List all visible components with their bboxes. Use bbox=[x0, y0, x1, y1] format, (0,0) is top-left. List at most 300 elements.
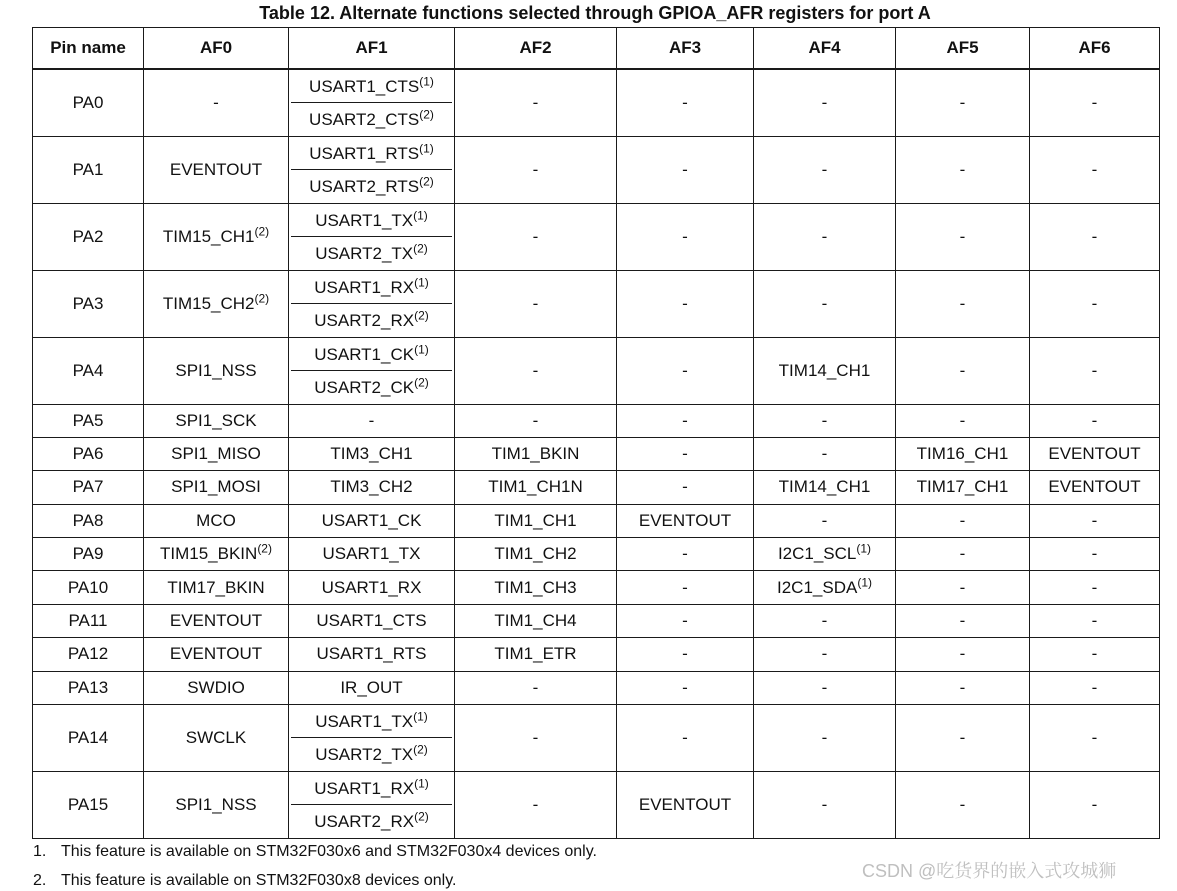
footnote-ref: (2) bbox=[414, 374, 429, 389]
af6-cell bbox=[1030, 136, 1160, 203]
footnote-ref: (2) bbox=[413, 240, 428, 255]
af3-cell bbox=[617, 136, 754, 203]
function-text: - bbox=[682, 410, 688, 430]
af6-cell bbox=[1030, 705, 1160, 772]
footnote-ref: (1) bbox=[413, 207, 428, 222]
table-row bbox=[33, 705, 1160, 772]
function-text: - bbox=[959, 677, 966, 697]
af1-function bbox=[291, 170, 452, 203]
af2-cell bbox=[455, 772, 617, 839]
af4-cell bbox=[754, 638, 896, 671]
af1-cell bbox=[289, 504, 455, 537]
af1-cell bbox=[289, 538, 455, 571]
footnote-ref: (1) bbox=[413, 709, 428, 724]
pin-name-cell: PA6 bbox=[33, 437, 144, 470]
function-text: - bbox=[532, 677, 539, 697]
af5-cell bbox=[896, 136, 1030, 203]
footnote-1 bbox=[33, 842, 597, 862]
function-text: - bbox=[1091, 293, 1098, 313]
function-text: SPI1_MISO bbox=[171, 444, 261, 464]
function-text: USART2_CK bbox=[314, 377, 415, 397]
function-text: - bbox=[682, 444, 688, 464]
function-text: SPI1_SCK bbox=[175, 410, 257, 430]
af0-cell bbox=[144, 270, 289, 337]
table-title: Table 12. Alternate functions selected through GPIOA_AFR registers for port A bbox=[259, 3, 931, 23]
function-text: - bbox=[1091, 159, 1098, 179]
function-text: - bbox=[682, 677, 688, 697]
af3-cell bbox=[617, 270, 754, 337]
function-text: - bbox=[1091, 644, 1098, 664]
function-text: - bbox=[682, 293, 688, 313]
af5-cell bbox=[896, 571, 1030, 604]
af1-split-cell bbox=[289, 69, 455, 137]
af1-split-cell bbox=[289, 136, 455, 203]
function-text: EVENTOUT bbox=[638, 510, 732, 530]
footnote-ref: (2) bbox=[254, 290, 270, 305]
af1-split-cell bbox=[289, 203, 455, 270]
function-text: - bbox=[959, 644, 966, 664]
function-text: - bbox=[1091, 577, 1098, 597]
af1-split-cell bbox=[289, 270, 455, 337]
function-text: SPI1_MOSI bbox=[171, 477, 261, 497]
pin-name-cell: PA0 bbox=[33, 69, 144, 137]
pin-name-cell: PA14 bbox=[33, 705, 144, 772]
function-text: USART1_CTS bbox=[309, 76, 420, 96]
footnote-ref: (1) bbox=[857, 575, 872, 590]
function-text: - bbox=[1091, 92, 1098, 112]
function-text: - bbox=[532, 293, 539, 313]
function-text: - bbox=[1091, 410, 1098, 430]
footnote-text: This feature is available on STM32F030x8 devices only. bbox=[61, 872, 457, 889]
table-row bbox=[33, 69, 1160, 137]
footnote-number: 2. bbox=[33, 872, 47, 889]
af5-cell bbox=[896, 671, 1030, 704]
pin-name-cell: PA11 bbox=[33, 604, 144, 637]
af5-cell bbox=[896, 404, 1030, 437]
table-row bbox=[33, 203, 1160, 270]
af1-cell bbox=[289, 404, 455, 437]
af0-cell bbox=[144, 437, 289, 470]
header-af6: AF6 bbox=[1030, 28, 1160, 69]
af3-cell bbox=[617, 538, 754, 571]
af2-cell bbox=[455, 471, 617, 504]
af5-cell bbox=[896, 270, 1030, 337]
af3-cell bbox=[617, 404, 754, 437]
function-text: - bbox=[821, 677, 828, 697]
function-text: TIM1_CH1 bbox=[494, 510, 577, 530]
function-text: - bbox=[1091, 226, 1098, 246]
function-text: I2C1_SDA bbox=[777, 577, 858, 597]
function-text: SWDIO bbox=[187, 677, 245, 697]
function-text: - bbox=[682, 544, 688, 564]
af4-cell bbox=[754, 136, 896, 203]
af1-function bbox=[291, 204, 452, 237]
af1-function bbox=[291, 137, 452, 170]
af1-function bbox=[291, 103, 452, 136]
footnote-ref: (2) bbox=[414, 809, 429, 824]
footnote-ref: (2) bbox=[254, 223, 270, 238]
table-row bbox=[33, 136, 1160, 203]
table-body bbox=[33, 69, 1160, 839]
af4-cell bbox=[754, 270, 896, 337]
af0-cell bbox=[144, 136, 289, 203]
table-row bbox=[33, 671, 1160, 704]
function-text: - bbox=[821, 444, 828, 464]
af4-cell bbox=[754, 705, 896, 772]
af6-cell bbox=[1030, 604, 1160, 637]
af1-cell bbox=[289, 671, 455, 704]
pin-name-cell: PA2 bbox=[33, 203, 144, 270]
af4-cell bbox=[754, 772, 896, 839]
af0-cell bbox=[144, 471, 289, 504]
footnote-ref: (2) bbox=[413, 742, 428, 757]
af4-cell bbox=[754, 538, 896, 571]
table-row bbox=[33, 604, 1160, 637]
af6-cell bbox=[1030, 538, 1160, 571]
function-text: - bbox=[532, 795, 539, 815]
function-text: - bbox=[1091, 611, 1098, 631]
function-text: USART2_CTS bbox=[309, 109, 420, 129]
function-text: - bbox=[821, 410, 828, 430]
af6-cell bbox=[1030, 571, 1160, 604]
af0-cell bbox=[144, 772, 289, 839]
af1-cell bbox=[289, 471, 455, 504]
function-text: MCO bbox=[196, 510, 236, 530]
af1-function bbox=[291, 271, 452, 304]
header-af0: AF0 bbox=[144, 28, 289, 69]
pin-name-cell: PA7 bbox=[33, 471, 144, 504]
function-text: - bbox=[959, 728, 966, 748]
af1-split-cell bbox=[289, 772, 455, 839]
af1-function bbox=[291, 237, 452, 270]
function-text: - bbox=[959, 293, 966, 313]
function-text: - bbox=[682, 728, 688, 748]
table-row bbox=[33, 638, 1160, 671]
af3-cell bbox=[617, 571, 754, 604]
af1-split-cell bbox=[289, 705, 455, 772]
function-text: - bbox=[368, 410, 375, 430]
af5-cell bbox=[896, 604, 1030, 637]
af3-cell bbox=[617, 705, 754, 772]
function-text: TIM1_CH3 bbox=[494, 577, 577, 597]
af5-cell bbox=[896, 504, 1030, 537]
function-text: - bbox=[821, 728, 828, 748]
header-af4: AF4 bbox=[754, 28, 896, 69]
af2-cell bbox=[455, 437, 617, 470]
af4-cell bbox=[754, 404, 896, 437]
af6-cell bbox=[1030, 69, 1160, 137]
function-text: TIM16_CH1 bbox=[916, 444, 1009, 464]
table-row bbox=[33, 504, 1160, 537]
af0-cell bbox=[144, 705, 289, 772]
table-row bbox=[33, 571, 1160, 604]
af2-cell bbox=[455, 638, 617, 671]
af0-cell bbox=[144, 538, 289, 571]
function-text: - bbox=[682, 577, 688, 597]
af5-cell bbox=[896, 337, 1030, 404]
af2-cell bbox=[455, 136, 617, 203]
function-text: - bbox=[532, 159, 539, 179]
af1-cell bbox=[289, 437, 455, 470]
af1-split-cell bbox=[289, 337, 455, 404]
af4-cell bbox=[754, 203, 896, 270]
function-text: USART1_RX bbox=[321, 577, 422, 597]
function-text: - bbox=[682, 92, 688, 112]
af2-cell bbox=[455, 337, 617, 404]
af2-cell bbox=[455, 705, 617, 772]
footnote-ref: (1) bbox=[419, 140, 434, 155]
af3-cell bbox=[617, 604, 754, 637]
function-text: TIM14_CH1 bbox=[778, 360, 871, 380]
function-text: - bbox=[959, 577, 966, 597]
function-text: USART1_CTS bbox=[316, 611, 427, 631]
function-text: TIM1_ETR bbox=[494, 644, 577, 664]
function-text: - bbox=[682, 226, 688, 246]
function-text: TIM17_BKIN bbox=[167, 577, 265, 597]
footnote-ref: (1) bbox=[414, 776, 429, 791]
af6-cell bbox=[1030, 671, 1160, 704]
function-text: USART1_RX bbox=[314, 277, 415, 297]
af2-cell bbox=[455, 538, 617, 571]
af2-cell bbox=[455, 270, 617, 337]
function-text: USART1_RTS bbox=[309, 143, 420, 163]
af6-cell bbox=[1030, 437, 1160, 470]
function-text: USART1_TX bbox=[322, 544, 421, 564]
function-text: SPI1_NSS bbox=[175, 795, 257, 815]
footnote-ref: (1) bbox=[414, 274, 429, 289]
af6-cell bbox=[1030, 203, 1160, 270]
af6-cell bbox=[1030, 638, 1160, 671]
function-text: - bbox=[821, 795, 828, 815]
footnote-ref: (2) bbox=[257, 541, 272, 556]
function-text: TIM15_CH1 bbox=[162, 226, 255, 246]
af3-cell bbox=[617, 69, 754, 137]
af4-cell bbox=[754, 571, 896, 604]
af1-function bbox=[291, 805, 452, 838]
function-text: - bbox=[532, 410, 539, 430]
function-text: - bbox=[532, 226, 539, 246]
af1-function bbox=[291, 738, 452, 771]
function-text: - bbox=[959, 795, 966, 815]
af5-cell bbox=[896, 203, 1030, 270]
af5-cell bbox=[896, 69, 1030, 137]
function-text: USART2_RX bbox=[314, 310, 415, 330]
function-text: - bbox=[1091, 544, 1098, 564]
af3-cell bbox=[617, 471, 754, 504]
af3-cell bbox=[617, 337, 754, 404]
af0-cell bbox=[144, 671, 289, 704]
af1-cell bbox=[289, 604, 455, 637]
af4-cell bbox=[754, 471, 896, 504]
function-text: - bbox=[1091, 728, 1098, 748]
function-text: - bbox=[959, 360, 966, 380]
table-row bbox=[33, 772, 1160, 839]
af2-cell bbox=[455, 69, 617, 137]
af0-cell bbox=[144, 638, 289, 671]
pin-name-cell: PA10 bbox=[33, 571, 144, 604]
function-text: TIM1_CH2 bbox=[494, 544, 577, 564]
af6-cell bbox=[1030, 504, 1160, 537]
af6-cell bbox=[1030, 404, 1160, 437]
function-text: TIM1_CH4 bbox=[494, 611, 577, 631]
af6-cell bbox=[1030, 270, 1160, 337]
footnote-ref: (2) bbox=[419, 106, 434, 121]
af1-cell bbox=[289, 571, 455, 604]
af3-cell bbox=[617, 671, 754, 704]
function-text: EVENTOUT bbox=[1048, 477, 1141, 497]
function-text: TIM1_BKIN bbox=[491, 444, 580, 464]
function-text: TIM3_CH2 bbox=[330, 477, 413, 497]
af2-cell bbox=[455, 604, 617, 637]
function-text: - bbox=[821, 293, 828, 313]
function-text: USART2_RX bbox=[314, 812, 415, 832]
function-text: - bbox=[959, 510, 966, 530]
header-af5: AF5 bbox=[896, 28, 1030, 69]
function-text: TIM15_BKIN bbox=[160, 544, 258, 564]
footnote-2 bbox=[33, 871, 456, 891]
af2-cell bbox=[455, 504, 617, 537]
af1-cell bbox=[289, 638, 455, 671]
function-text: EVENTOUT bbox=[169, 159, 263, 179]
af4-cell bbox=[754, 671, 896, 704]
function-text: - bbox=[821, 159, 828, 179]
footnote-text: This feature is available on STM32F030x6 and STM32F030x4 devices only. bbox=[61, 843, 597, 860]
function-text: USART1_CK bbox=[314, 344, 415, 364]
function-text: EVENTOUT bbox=[1048, 444, 1141, 464]
function-text: - bbox=[821, 92, 828, 112]
footnote-number: 1. bbox=[33, 843, 47, 860]
function-text: TIM15_CH2 bbox=[162, 293, 255, 313]
function-text: - bbox=[821, 226, 828, 246]
function-text: - bbox=[213, 92, 219, 112]
function-text: - bbox=[1091, 677, 1098, 697]
af5-cell bbox=[896, 705, 1030, 772]
function-text: - bbox=[1091, 360, 1098, 380]
table-row bbox=[33, 270, 1160, 337]
pin-name-cell: PA15 bbox=[33, 772, 144, 839]
pin-name-cell: PA8 bbox=[33, 504, 144, 537]
function-text: - bbox=[959, 410, 966, 430]
function-text: - bbox=[959, 159, 966, 179]
af3-cell bbox=[617, 772, 754, 839]
function-text: USART2_TX bbox=[315, 745, 414, 765]
af3-cell bbox=[617, 203, 754, 270]
af1-function bbox=[291, 338, 452, 371]
af6-cell bbox=[1030, 471, 1160, 504]
footnote-ref: (2) bbox=[414, 307, 429, 322]
af2-cell bbox=[455, 571, 617, 604]
af0-cell bbox=[144, 203, 289, 270]
table-row bbox=[33, 337, 1160, 404]
function-text: TIM14_CH1 bbox=[778, 477, 871, 497]
af1-function bbox=[291, 705, 452, 738]
table-row bbox=[33, 404, 1160, 437]
af0-cell bbox=[144, 337, 289, 404]
function-text: - bbox=[821, 510, 828, 530]
af2-cell bbox=[455, 404, 617, 437]
function-text: - bbox=[959, 92, 966, 112]
alternate-functions-table bbox=[32, 27, 1160, 839]
af3-cell bbox=[617, 437, 754, 470]
af5-cell bbox=[896, 437, 1030, 470]
function-text: - bbox=[821, 644, 828, 664]
function-text: - bbox=[821, 611, 828, 631]
pin-name-cell: PA12 bbox=[33, 638, 144, 671]
pin-name-cell: PA1 bbox=[33, 136, 144, 203]
header-row bbox=[33, 28, 1160, 69]
function-text: - bbox=[1091, 795, 1098, 815]
af1-function bbox=[291, 371, 452, 404]
pin-name-cell: PA4 bbox=[33, 337, 144, 404]
footnote-ref: (1) bbox=[856, 541, 872, 556]
function-text: - bbox=[682, 611, 688, 631]
function-text: EVENTOUT bbox=[169, 644, 263, 664]
footnote-ref: (1) bbox=[419, 73, 434, 88]
function-text: TIM1_CH1N bbox=[488, 477, 583, 497]
pin-name-cell: PA9 bbox=[33, 538, 144, 571]
af0-cell bbox=[144, 504, 289, 537]
function-text: - bbox=[532, 360, 539, 380]
function-text: USART1_CK bbox=[321, 510, 422, 530]
af0-cell bbox=[144, 69, 289, 137]
af5-cell bbox=[896, 772, 1030, 839]
function-text: - bbox=[1091, 510, 1098, 530]
af4-cell bbox=[754, 504, 896, 537]
af4-cell bbox=[754, 69, 896, 137]
function-text: - bbox=[532, 92, 539, 112]
function-text: - bbox=[959, 544, 966, 564]
header-pin-name: Pin name bbox=[33, 28, 144, 69]
af5-cell bbox=[896, 638, 1030, 671]
function-text: EVENTOUT bbox=[169, 611, 263, 631]
header-af2: AF2 bbox=[455, 28, 617, 69]
footnote-ref: (2) bbox=[419, 173, 434, 188]
af3-cell bbox=[617, 638, 754, 671]
af6-cell bbox=[1030, 337, 1160, 404]
af1-function bbox=[291, 772, 452, 805]
function-text: TIM3_CH1 bbox=[330, 444, 413, 464]
function-text: SPI1_NSS bbox=[175, 360, 257, 380]
function-text: I2C1_SCL bbox=[777, 544, 857, 564]
function-text: - bbox=[682, 477, 688, 497]
function-text: SWCLK bbox=[185, 728, 247, 748]
function-text: TIM17_CH1 bbox=[916, 477, 1009, 497]
af5-cell bbox=[896, 471, 1030, 504]
af6-cell bbox=[1030, 772, 1160, 839]
function-text: IR_OUT bbox=[340, 677, 403, 697]
af1-function bbox=[291, 304, 452, 337]
function-text: USART2_TX bbox=[315, 243, 414, 263]
function-text: - bbox=[959, 611, 966, 631]
table-row bbox=[33, 471, 1160, 504]
pin-name-cell: PA13 bbox=[33, 671, 144, 704]
af5-cell bbox=[896, 538, 1030, 571]
af0-cell bbox=[144, 404, 289, 437]
function-text: USART1_RX bbox=[314, 779, 415, 799]
af1-function bbox=[291, 70, 452, 103]
af0-cell bbox=[144, 604, 289, 637]
function-text: - bbox=[532, 728, 539, 748]
af4-cell bbox=[754, 337, 896, 404]
header-af1: AF1 bbox=[289, 28, 455, 69]
function-text: - bbox=[682, 159, 688, 179]
table-row bbox=[33, 538, 1160, 571]
function-text: - bbox=[682, 360, 688, 380]
table-row bbox=[33, 437, 1160, 470]
af2-cell bbox=[455, 671, 617, 704]
function-text: USART2_RTS bbox=[309, 176, 420, 196]
af0-cell bbox=[144, 571, 289, 604]
